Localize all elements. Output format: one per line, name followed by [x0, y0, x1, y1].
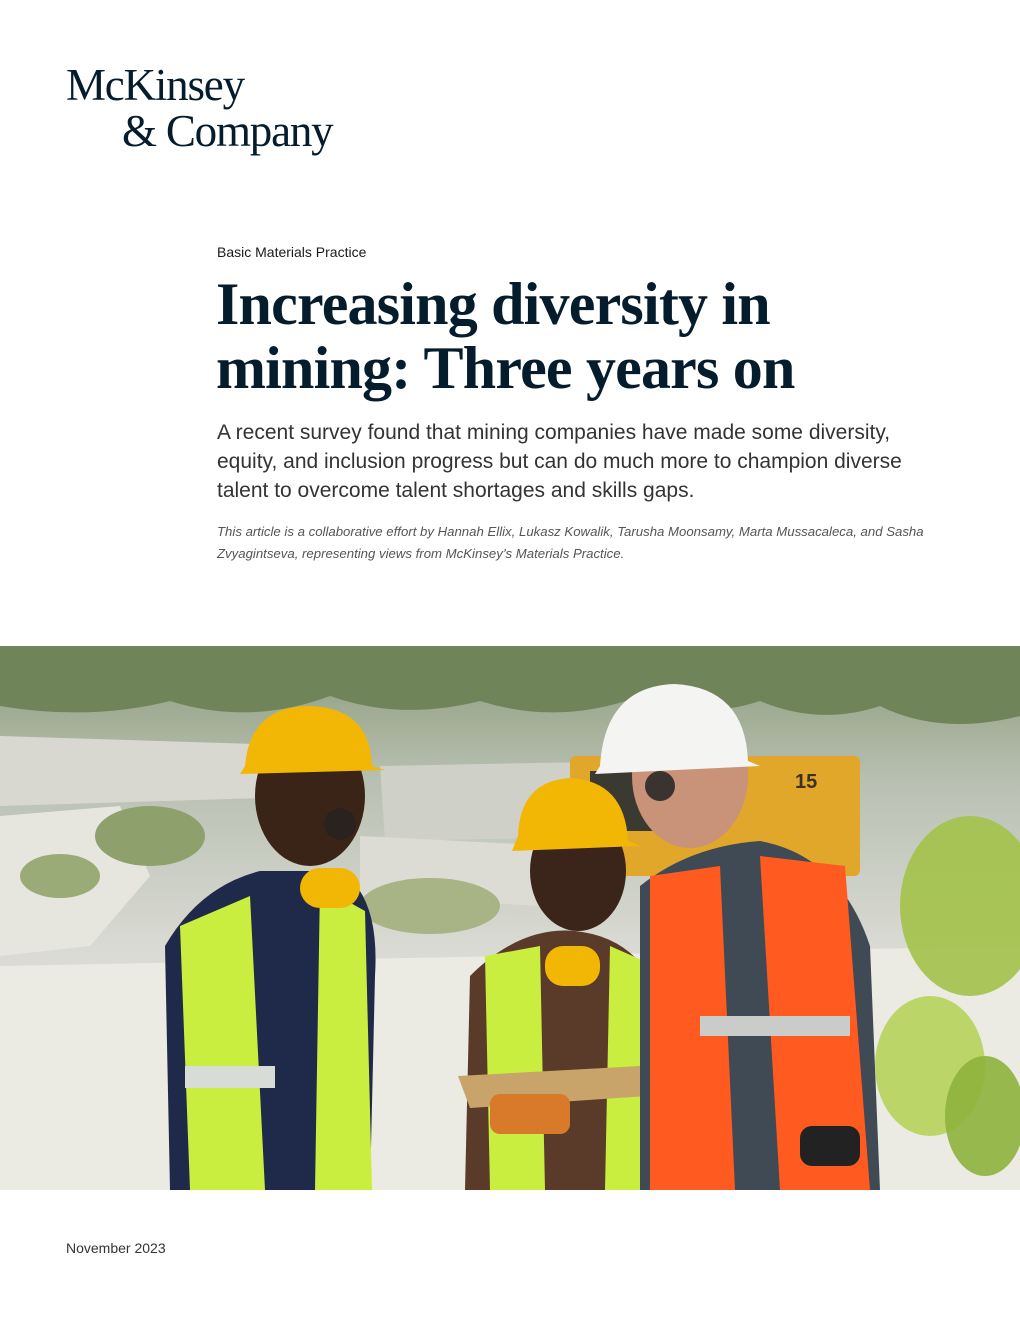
article-title: Increasing diversity in mining: Three years on: [216, 271, 795, 401]
machine-number: 15: [795, 771, 818, 793]
publication-date: November 2023: [66, 1240, 166, 1256]
article-byline: This article is a collaborative effort by Hannah Ellix, Lukasz Kowalik, Tarusha Moonsamy, Marta Mussacaleca, and Sasha Zvyagintseva, representing views from McKinsey’s Materials Practice.: [217, 524, 924, 561]
logo-line-2: & Company: [122, 106, 333, 156]
article-dek: A recent survey found that mining companies have made some diversity, equity, and inclusion progress but can do much more to champion diverse talent to overcome talent shortages and skills gaps.: [217, 421, 902, 502]
practice-label: Basic Materials Practice: [217, 244, 367, 260]
mckinsey-logo: [66, 62, 332, 154]
logo-line-1: McKinsey: [66, 60, 244, 110]
hero-photo: [0, 646, 1020, 1190]
